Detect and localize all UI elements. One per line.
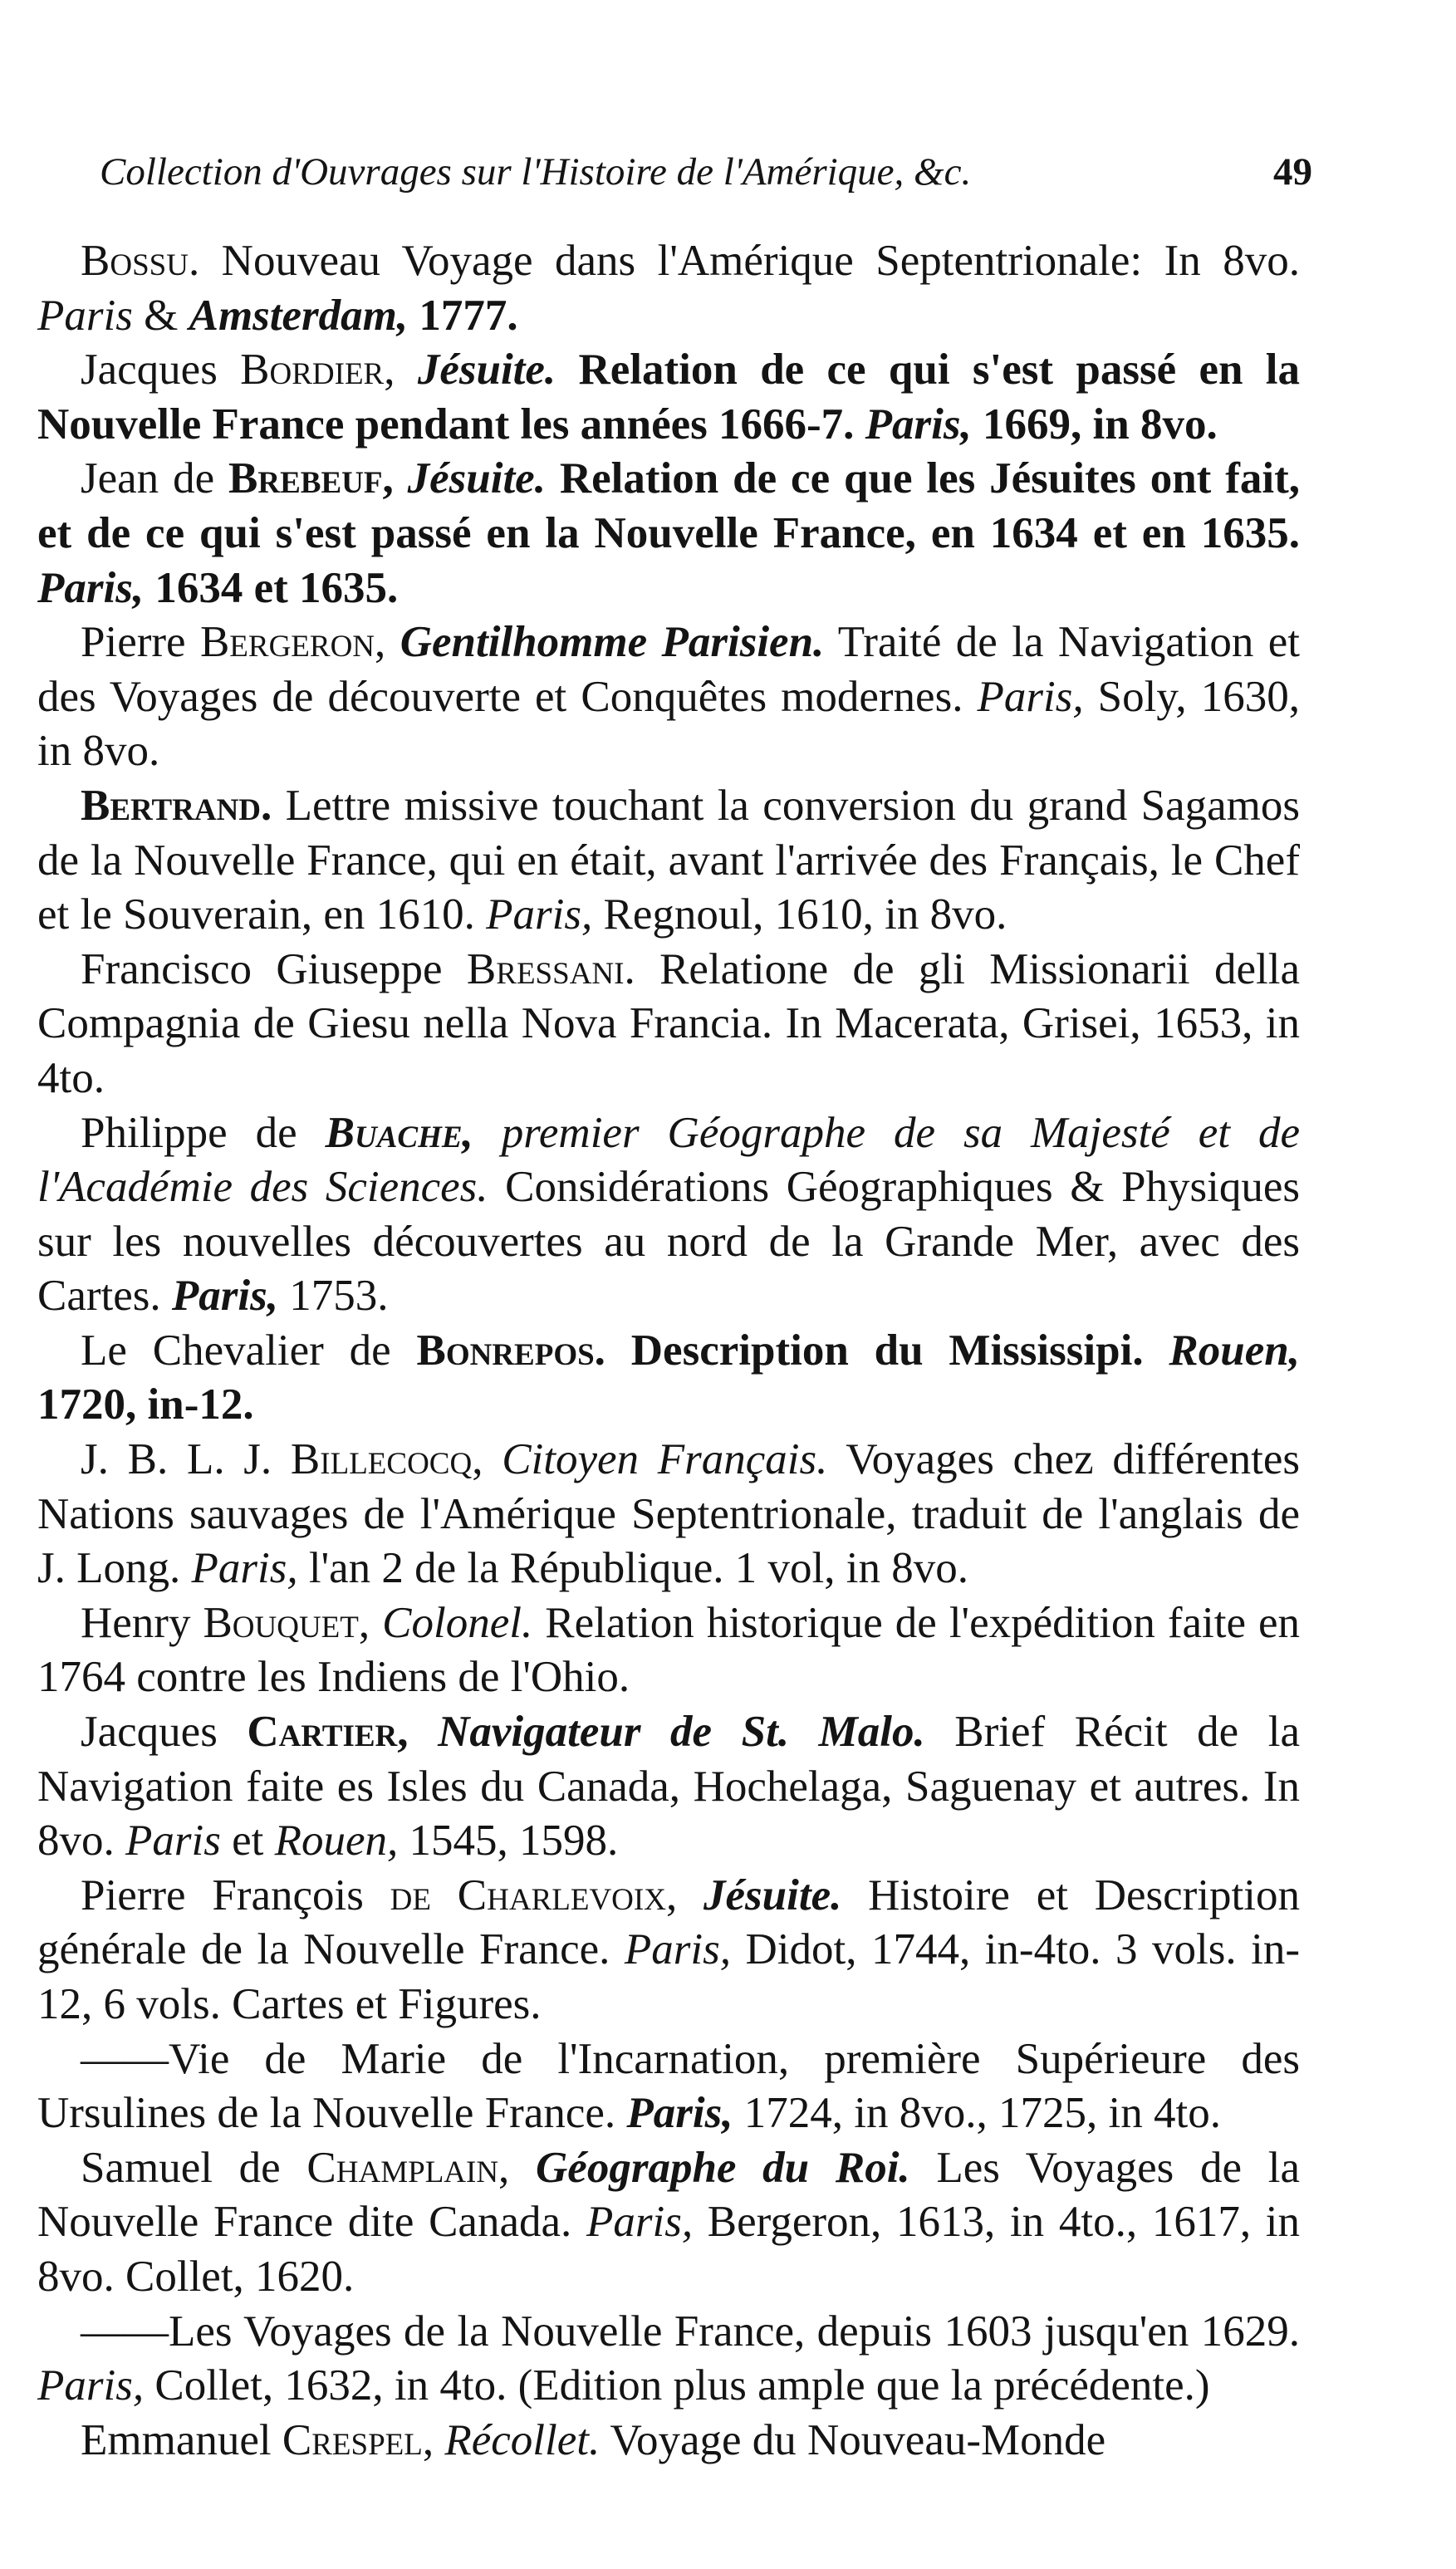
running-header: [100, 150, 1312, 208]
entry-champlain: [37, 2141, 1300, 2305]
entry-billecocq: [37, 1433, 1300, 1596]
entry-text-segment: Paris,: [586, 2198, 694, 2247]
entry-text-segment: Relation de ce qui s'est passé en la Nouvelle France pendant les années 1666-7.: [37, 346, 1300, 449]
entry-text-segment: [677, 1871, 703, 1919]
entry-text-segment: Récollet.: [444, 2415, 601, 2464]
entry-text-segment: Voyages chez différentes Nations sauvages de l'Amérique Septentrionale, traduit de l'anglais de J. Long.: [37, 1435, 1300, 1593]
entry-text-segment: Paris,: [865, 400, 972, 449]
entry-text-segment: l'an 2 de la République. 1 vol, in 8vo.: [297, 1544, 968, 1593]
entry-text-segment: 1634 et 1635.: [144, 563, 399, 612]
entry-bossu: [37, 234, 1300, 343]
entry-text-segment: Gentilhomme Parisien.: [400, 618, 825, 667]
entry-text-segment: Bordier,: [240, 346, 395, 395]
entry-text-segment: Brebeuf,: [228, 454, 394, 503]
entry-text-segment: Pierre: [81, 618, 200, 667]
entry-bouquet: [37, 1596, 1300, 1705]
entry-text-segment: Cartier,: [247, 1708, 409, 1757]
entry-text-segment: Relation historique de l'expédition faite en 1764 contre les Indiens de l'Ohio.: [37, 1598, 1300, 1702]
entry-text-segment: Jacques: [81, 1708, 248, 1757]
entry-text-segment: Jacques: [81, 346, 241, 395]
entry-text-segment: Bossu.: [81, 237, 200, 285]
entry-text-segment: Philippe de: [81, 1108, 326, 1157]
entry-bonrepos: [37, 1324, 1300, 1433]
entry-text-segment: Soly, 1630, in 8vo.: [37, 672, 1300, 776]
entry-text-segment: Le Chevalier de: [81, 1326, 417, 1375]
entry-text-segment: Bonrepos.: [416, 1326, 605, 1375]
entry-text-segment: Jésuite.: [703, 1870, 842, 1919]
entry-charlevoix: [37, 1869, 1300, 2032]
entry-voyages-nouvelle-france: [37, 2305, 1300, 2414]
entry-text-segment: Regnoul, 1610, in 8vo.: [592, 890, 1007, 939]
entry-crespel: [37, 2414, 1300, 2468]
entry-text-segment: Henry: [81, 1598, 203, 1647]
entry-text-segment: Jean de: [81, 454, 229, 503]
entry-text-segment: premier Géographe de sa Majesté et de l'Académie des Sciences.: [37, 1108, 1301, 1212]
entry-text-segment: Paris: [37, 291, 133, 340]
entry-text-segment: Citoyen Français.: [502, 1435, 828, 1484]
entry-text-segment: Champlain,: [306, 2143, 510, 2192]
entry-bergeron: [37, 615, 1300, 779]
entry-text-segment: Paris,: [486, 890, 593, 939]
entry-bressani: [37, 943, 1300, 1106]
entry-vie-de-marie: [37, 2032, 1300, 2141]
entry-text-segment: Paris,: [977, 672, 1084, 721]
entry-text-segment: Colonel.: [382, 1598, 533, 1647]
entry-text-segment: 1545, 1598.: [398, 1816, 619, 1865]
entry-bordier: [37, 343, 1300, 452]
entry-text-segment: Paris,: [191, 1544, 298, 1593]
entry-text-segment: Voyage du Nouveau-Monde: [600, 2415, 1106, 2464]
entry-text-segment: Rouen,: [274, 1816, 399, 1865]
entry-text-segment: ——Les Voyages de la Nouvelle France, depuis 1603 jusqu'en 1629.: [81, 2307, 1300, 2356]
page-number: 49: [1273, 150, 1312, 194]
entry-text-segment: 1753.: [278, 1272, 389, 1321]
entry-text-segment: Bouquet,: [203, 1598, 370, 1647]
entry-text-segment: Jésuite.: [407, 454, 546, 503]
entry-text-segment: [509, 2144, 536, 2192]
entry-text-segment: Emmanuel: [81, 2415, 282, 2464]
entry-text-segment: J. B. L. J.: [81, 1435, 291, 1484]
entry-text-segment: Considérations Géographiques & Physiques sur les nouvelles découvertes au nord de la Grande Mer, avec des Cartes.: [37, 1163, 1300, 1321]
entry-text-segment: 1777.: [408, 291, 518, 340]
entry-text-segment: Bergeron, 1613, in 4to., 1617, in 8vo. Collet, 1620.: [37, 2198, 1300, 2301]
entry-text-segment: Relatione de gli Missionarii della Compagnia de Giesu nella Nova Francia. In Macerata, Grisei, 1653, in 4to.: [37, 944, 1300, 1102]
entry-text-segment: 1724, in 8vo., 1725, in 4to.: [733, 2089, 1221, 2138]
entry-brebeuf: [37, 452, 1300, 615]
entry-text-segment: Crespel,: [282, 2415, 434, 2464]
entry-text-segment: Lettre missive touchant la conversion du grand Sagamos de la Nouvelle France, qui en était, avant l'arrivée des Français, le Chef et le Souverain, en 1610.: [37, 781, 1300, 939]
entry-text-segment: Francisco Giuseppe: [81, 944, 467, 993]
entry-text-segment: Bressani.: [466, 944, 635, 993]
entry-text-segment: Description du Mississipi.: [605, 1326, 1169, 1375]
entry-text-segment: Nouveau Voyage dans l'Amérique Septentrionale: In 8vo.: [199, 237, 1300, 285]
entry-text-segment: Buache,: [325, 1108, 473, 1157]
entry-text-segment: [409, 1708, 439, 1756]
entry-text-segment: Jésuite.: [417, 346, 556, 395]
entry-text-segment: Paris,: [624, 1925, 732, 1974]
bibliography-list: [37, 234, 1300, 2468]
entry-text-segment: [395, 346, 417, 394]
entry-text-segment: Les Voyages de la Nouvelle France dite Canada.: [37, 2143, 1300, 2247]
entry-text-segment: Pierre François: [81, 1870, 390, 1919]
entry-text-segment: Rouen,: [1169, 1326, 1300, 1375]
entry-text-segment: &: [132, 291, 189, 340]
entry-text-segment: [385, 618, 400, 666]
entry-text-segment: [370, 1599, 382, 1647]
entry-text-segment: Collet, 1632, in 4to. (Edition plus ample que la précédente.): [144, 2361, 1210, 2410]
entry-text-segment: Brief Récit de la Navigation faite es Isles du Canada, Hochelaga, Saguenay et autres. In 8vo.: [37, 1708, 1301, 1865]
entry-text-segment: Géographe du Roi.: [536, 2143, 910, 2192]
entry-text-segment: Paris,: [171, 1272, 279, 1321]
entry-text-segment: Samuel de: [81, 2143, 307, 2192]
entry-text-segment: 1720, in-12.: [37, 1380, 254, 1429]
entry-text-segment: Billecocq,: [290, 1435, 483, 1484]
entry-text-segment: ——Vie de Marie de l'Incarnation, première Supérieure des Ursulines de la Nouvelle France.: [37, 2034, 1300, 2138]
entry-text-segment: Paris,: [37, 563, 145, 612]
entry-text-segment: Traité de la Navigation et des Voyages de découverte et Conquêtes modernes.: [37, 618, 1300, 721]
entry-bertrand: [37, 779, 1300, 943]
running-title: Collection d'Ouvrages sur l'Histoire de l'Amérique, &c.: [100, 150, 972, 194]
entry-text-segment: de Charlevoix,: [390, 1870, 678, 1919]
entry-text-segment: [483, 1435, 502, 1483]
entry-cartier: [37, 1705, 1300, 1869]
entry-text-segment: Paris,: [37, 2361, 145, 2410]
entry-text-segment: [394, 454, 408, 503]
entry-buache: [37, 1106, 1300, 1324]
entry-text-segment: [434, 2416, 444, 2464]
entry-text-segment: Didot, 1744, in-4to. 3 vols. in-12, 6 vols. Cartes et Figures.: [37, 1925, 1300, 2028]
entry-text-segment: Amsterdam,: [189, 291, 409, 340]
entry-text-segment: Relation de ce que les Jésuites ont fait, et de ce qui s'est passé en la Nouvelle France, en 1634 et en 1635.: [37, 454, 1301, 557]
entry-text-segment: Paris,: [626, 2089, 733, 2138]
entry-text-segment: [473, 1109, 502, 1157]
entry-text-segment: Navigateur de St. Malo.: [438, 1708, 925, 1757]
entry-text-segment: Histoire et Description générale de la Nouvelle France.: [37, 1870, 1301, 1974]
entry-text-segment: 1669, in 8vo.: [971, 400, 1218, 449]
entry-text-segment: Paris: [125, 1816, 221, 1865]
entry-text-segment: Bergeron,: [199, 618, 386, 667]
entry-text-segment: et: [220, 1816, 275, 1865]
entry-text-segment: Bertrand.: [81, 781, 272, 830]
